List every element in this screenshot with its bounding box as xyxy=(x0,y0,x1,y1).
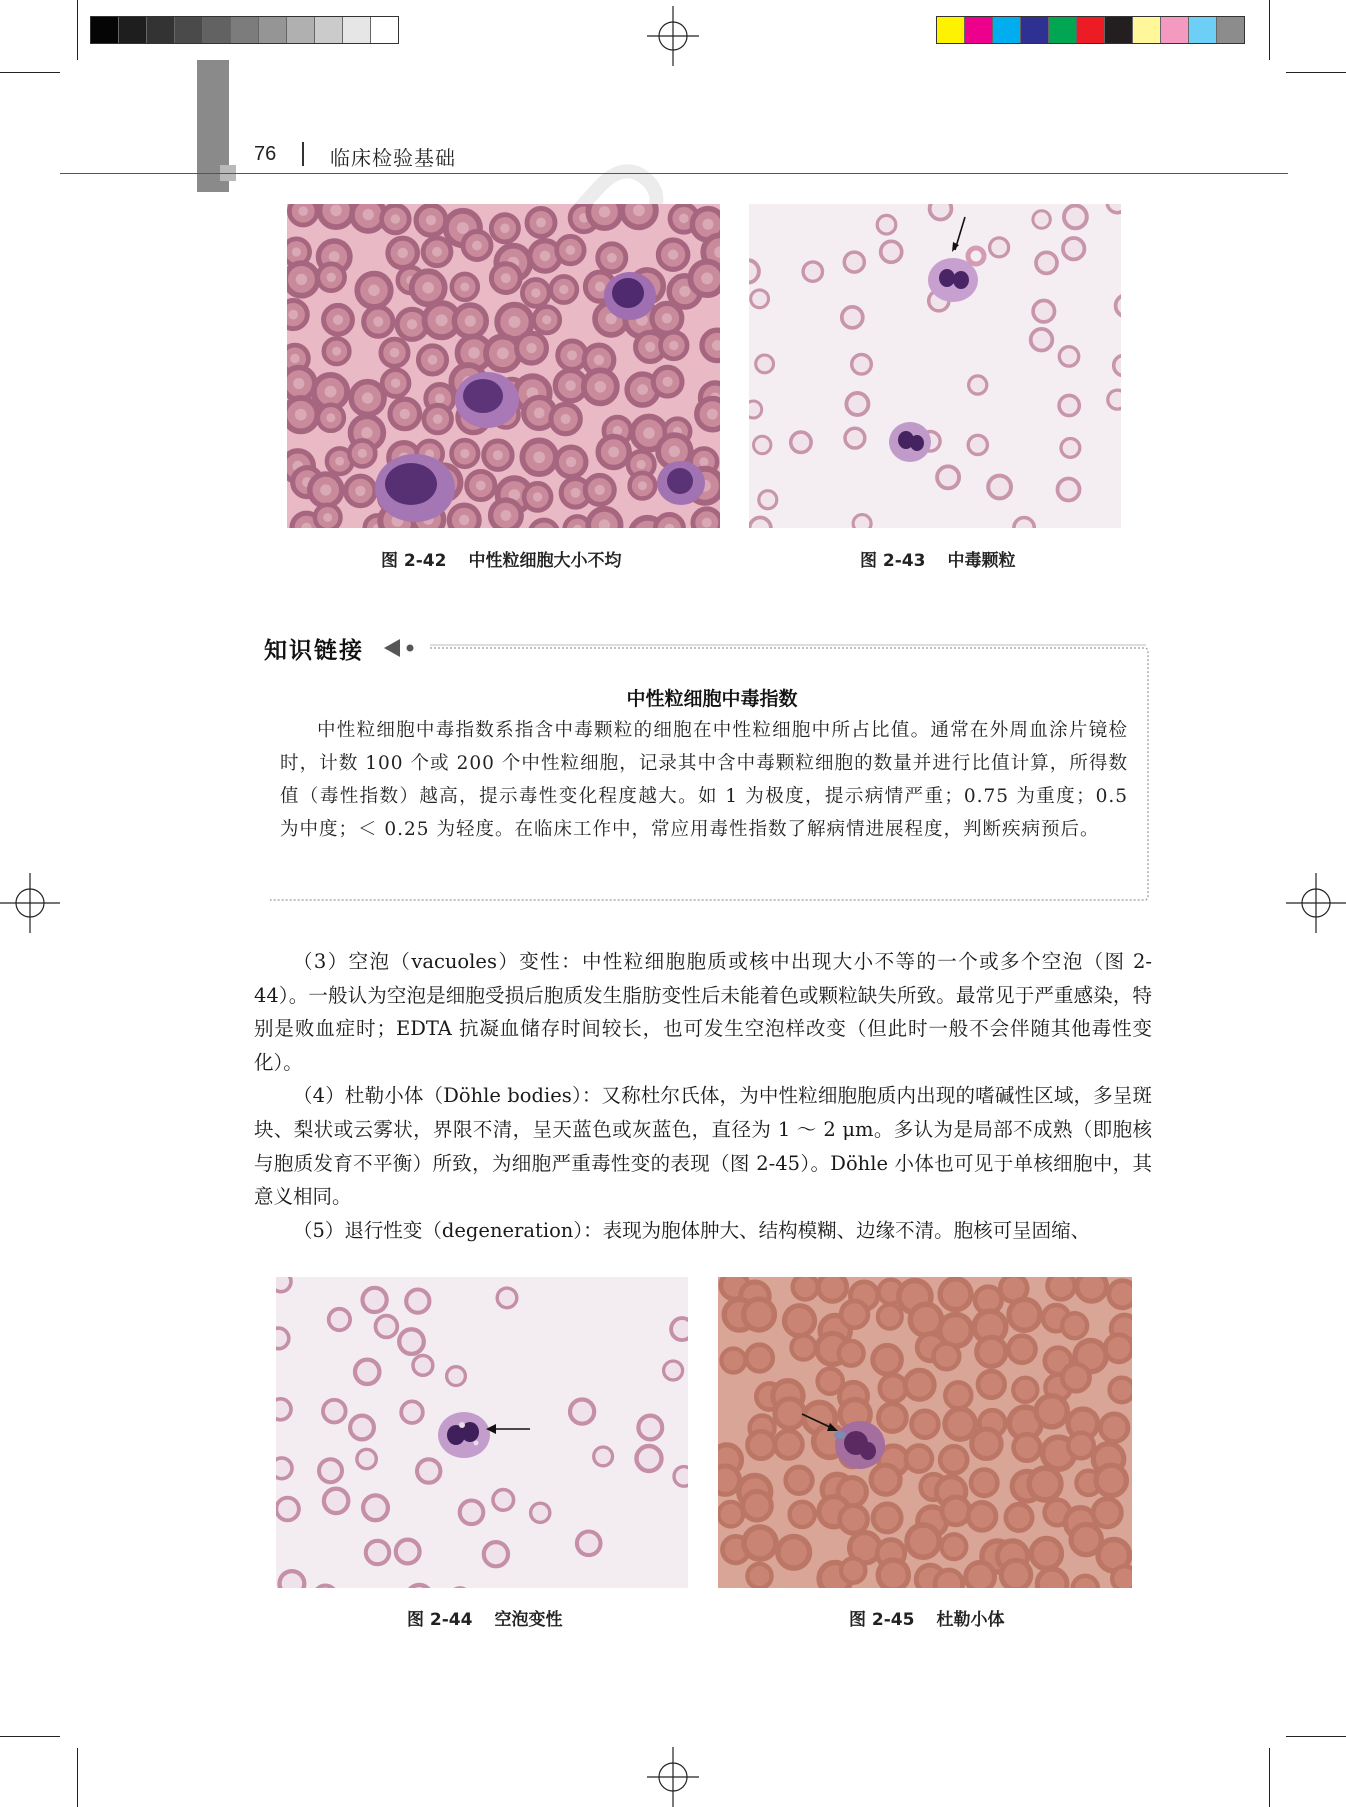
color-swatch xyxy=(1133,17,1161,43)
figure-2-42-number: 图 2-42 xyxy=(381,551,447,571)
paragraph-dohle-bodies: （4）杜勒小体（Döhle bodies）：又称杜尔氏体，为中性粒细胞胞质内出现的嗜碱性区域，多呈斑块、梨状或云雾状，界限不清，呈天蓝色或灰蓝色，直径为 1 ～ 2 μm。多认为是局部不成熟（即胞核与胞质发育不平衡）所致，为细胞严重毒性变的表现（图 2-45）。Döhle 小体也可见于单核细胞中，其意义相同。 xyxy=(254,1084,1152,1209)
figure-2-45-caption xyxy=(849,1605,1004,1630)
header-rule xyxy=(60,173,1288,174)
book-title: 临床检验基础 xyxy=(330,146,456,170)
knowledge-link-label: 知识链接 xyxy=(264,638,364,664)
figure-2-42-caption xyxy=(381,546,621,571)
figure-2-45-image xyxy=(718,1277,1132,1588)
figure-2-45-number: 图 2-45 xyxy=(849,1610,915,1630)
color-swatch xyxy=(231,17,259,43)
page-number: 76 xyxy=(254,143,277,165)
gray-color-bar xyxy=(90,16,399,44)
color-swatch xyxy=(993,17,1021,43)
color-swatch xyxy=(203,17,231,43)
color-swatch xyxy=(937,17,965,43)
color-swatch xyxy=(1189,17,1217,43)
header-separator xyxy=(302,142,304,166)
paragraph-vacuoles: （3）空泡（vacuoles）变性：中性粒细胞胞质或核中出现大小不等的一个或多个空泡（图 2-44）。一般认为空泡是细胞受损后胞质发生脂肪变性后未能着色或颗粒缺失所致。最常见于严重感染，特别是败血症时；EDTA 抗凝血储存时间较长，也可发生空泡样改变（但此时一般不会伴随其他毒性变化）。 xyxy=(254,950,1152,1074)
color-swatch xyxy=(147,17,175,43)
color-swatch xyxy=(287,17,315,43)
paragraph-degeneration: （5）退行性变（degeneration）：表现为胞体肿大、结构模糊、边缘不清。胞核可呈固缩、 xyxy=(293,1218,1091,1242)
color-swatch xyxy=(343,17,371,43)
registration-mark-bottom xyxy=(643,1747,703,1807)
knowledge-box-paragraph: 中性粒细胞中毒指数系指含中毒颗粒的细胞在中性粒细胞中所占比值。通常在外周血涂片镜检时，计数 100 个或 200 个中性粒细胞，记录其中含中毒颗粒细胞的数量并进行比值计算，所得数值（毒性指数）越高，提示毒性变化程度越大。如 1 为极度，提示病情严重；0.75 为重度；0.5 为中度；＜ 0.25 为轻度。在临床工作中，常应用毒性指数了解病情进展程度，判断疾病预后。 xyxy=(280,720,1128,840)
color-swatch xyxy=(965,17,993,43)
color-swatch xyxy=(371,17,398,43)
color-swatch xyxy=(175,17,203,43)
color-swatch xyxy=(119,17,147,43)
figure-2-43-image xyxy=(749,204,1121,528)
color-swatch xyxy=(1077,17,1105,43)
color-swatch xyxy=(91,17,119,43)
cmyk-color-bar xyxy=(936,16,1245,44)
figure-2-44-caption xyxy=(407,1605,562,1630)
neutrophil-cells xyxy=(438,1412,490,1458)
registration-mark-right xyxy=(1286,873,1346,933)
color-swatch xyxy=(1161,17,1189,43)
figure-2-42-image xyxy=(287,204,720,528)
figure-2-45-title: 杜勒小体 xyxy=(936,1610,1005,1630)
body-text xyxy=(254,945,1152,1247)
color-swatch xyxy=(1021,17,1049,43)
figure-2-44-title: 空泡变性 xyxy=(494,1610,563,1630)
color-swatch xyxy=(1105,17,1133,43)
figure-2-43-caption xyxy=(860,546,1015,571)
figure-2-44-number: 图 2-44 xyxy=(407,1610,473,1630)
registration-mark-left xyxy=(0,873,60,933)
figure-2-43-number: 图 2-43 xyxy=(860,551,926,571)
color-swatch xyxy=(1049,17,1077,43)
color-swatch xyxy=(1217,17,1244,43)
figure-2-42-title: 中性粒细胞大小不均 xyxy=(468,551,622,571)
knowledge-box-text xyxy=(280,714,1128,846)
figure-2-43-title: 中毒颗粒 xyxy=(947,551,1016,571)
color-swatch xyxy=(315,17,343,43)
figure-2-44-image xyxy=(276,1277,688,1588)
color-swatch xyxy=(259,17,287,43)
knowledge-box-heading: 中性粒细胞中毒指数 xyxy=(626,688,798,710)
